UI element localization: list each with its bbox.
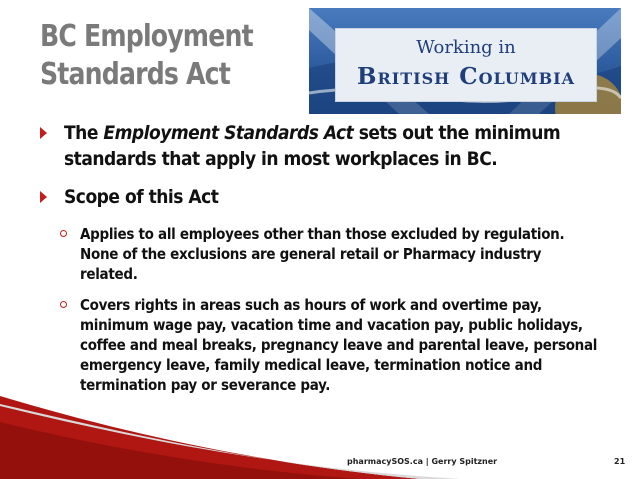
- bullet-2-text: Scope of this Act: [64, 186, 219, 208]
- bullet-arrow-icon: [40, 127, 47, 139]
- footer-source: pharmacySOS.ca | Gerry Spitzner: [347, 457, 498, 466]
- subitem-1-text: Applies to all employees other than those excluded by regulation. None of the exclusions are general retail or Pharmacy industry related.: [80, 225, 565, 283]
- working-in-bc-banner: [309, 8, 621, 114]
- subitem-2-text: Covers rights in areas such as hours of work and overtime pay, minimum wage pay, vacation time and vacation pay, public holidays, coffee and meal breaks, pregnancy leave and parental leave, personal emergency leave, family medical leave, termination notice and termination pay or severance pay.: [80, 296, 598, 394]
- decorative-swoosh: [0, 392, 638, 479]
- bullet-1-act-name: Employment Standards Act: [103, 122, 354, 144]
- slide-title-line-1: BC Employment: [40, 19, 253, 54]
- scope-subitems: [40, 224, 600, 395]
- bullet-employment-standards-act: [40, 120, 600, 172]
- bullet-1-suffix: sets out the minimum standards that apply in most workplaces in BC.: [64, 122, 561, 170]
- slide-content: [40, 120, 600, 406]
- subitem-exclusions: [40, 224, 600, 284]
- page-number: 21: [614, 457, 626, 466]
- slide-title-line-2: Standards Act: [40, 57, 230, 92]
- sub-bullet-ring-icon: [60, 230, 67, 237]
- bullet-1-prefix: The: [64, 122, 104, 144]
- bullet-arrow-icon: [40, 191, 47, 203]
- banner-line-2: British Columbia: [357, 63, 575, 90]
- bullet-scope-of-act: [40, 184, 600, 210]
- subitem-rights-covered: [40, 295, 600, 395]
- banner-text-plate: [335, 28, 597, 102]
- banner-line-1: Working in: [416, 37, 516, 58]
- slide-title: [40, 18, 253, 94]
- sub-bullet-ring-icon: [60, 301, 67, 308]
